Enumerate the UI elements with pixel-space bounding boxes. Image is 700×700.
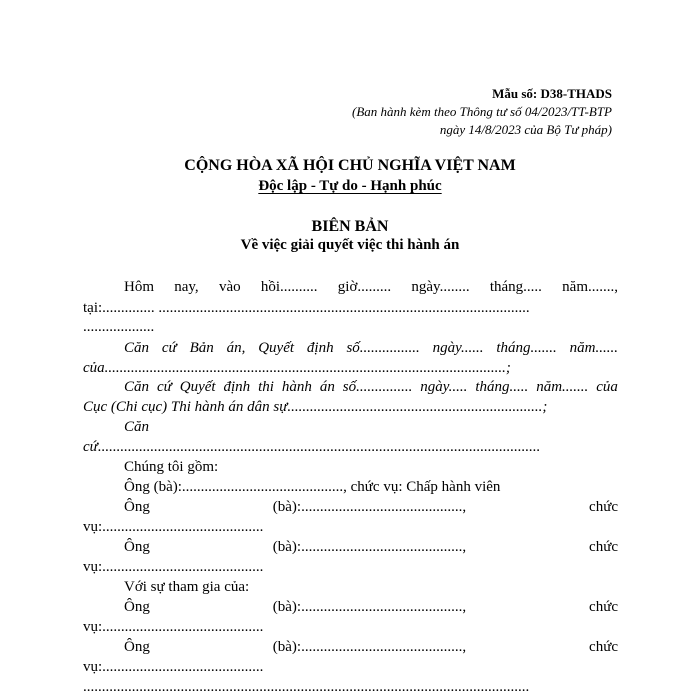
can-cu-1-line-1: [124, 340, 618, 357]
ba-field: (bà):...........................................,: [272, 539, 467, 555]
can-cu-2-line-1: [124, 379, 618, 396]
member-3-line-1: [124, 539, 618, 556]
can-cu-word: hành: [281, 379, 312, 395]
can-cu-word: định: [223, 379, 251, 395]
can-cu-word: cứ: [161, 340, 177, 356]
document-subtitle: Về việc giải quyết việc thi hành án: [240, 237, 460, 253]
member-3-line-2: vụ:...........................................: [83, 559, 264, 575]
ba-field: (bà):...........................................,: [272, 639, 467, 655]
can-cu-1-line-2: của...........................................................................................................;: [83, 360, 511, 376]
intro-word: hồi..........: [260, 279, 318, 295]
can-cu-word: ngày.....: [420, 379, 468, 395]
ong-label: Ông: [124, 599, 150, 615]
intro-line-1: [124, 279, 618, 296]
chuc-label: chức: [589, 599, 618, 615]
national-title: CỘNG HÒA XÃ HỘI CHỦ NGHĨA VIỆT NAM: [184, 157, 516, 174]
can-cu-word: Căn: [124, 340, 150, 356]
motto-text: Độc lập - Tự do - Hạnh phúc: [258, 178, 442, 194]
can-cu-word: Quyết: [179, 379, 216, 395]
intro-word: giờ.........: [337, 279, 392, 295]
document-title: BIÊN BẢN: [311, 218, 389, 235]
intro-word: nay,: [174, 279, 199, 295]
chuc-label: chức: [589, 499, 618, 515]
intro-word: Hôm: [124, 279, 154, 295]
participant-1-line-2: vụ:...........................................: [83, 619, 264, 635]
chuc-label: chức: [589, 639, 618, 655]
continuation-line: .......................................................................................................................: [83, 679, 530, 695]
can-cu-word: tháng.......: [496, 340, 557, 356]
intro-word: vào: [218, 279, 241, 295]
can-cu-word: án,: [226, 340, 246, 356]
participant-1-line-1: [124, 599, 618, 616]
issued-line-2: ngày 14/8/2023 của Bộ Tư pháp): [439, 122, 612, 137]
participants-heading: Với sự tham gia của:: [124, 579, 250, 595]
issued-line-1: (Ban hành kèm theo Thông tư số 04/2023/TT-BTP: [352, 104, 612, 119]
intro-line-2: tại:.............. ...................................................................................................: [83, 300, 530, 316]
can-cu-word: Căn: [124, 379, 150, 395]
ong-label: Ông: [124, 639, 150, 655]
intro-line-3: ...................: [83, 319, 155, 335]
ong-label: Ông: [124, 539, 150, 555]
participant-2-line-1: [124, 639, 618, 656]
can-cu-word: của: [596, 379, 618, 395]
national-motto: [0, 178, 700, 195]
ba-field: (bà):...........................................,: [272, 499, 467, 515]
member-2-line-2: vụ:...........................................: [83, 519, 264, 535]
can-cu-word: định: [306, 340, 334, 356]
intro-word: tháng.....: [489, 279, 542, 295]
can-cu-word: số................: [346, 340, 420, 356]
can-cu-word: năm......: [569, 340, 618, 356]
chuc-label: chức: [589, 539, 618, 555]
can-cu-word: cứ: [156, 379, 172, 395]
members-heading: Chúng tôi gồm:: [124, 459, 219, 475]
can-cu-3-line-2: cứ......................................................................................................................: [83, 439, 541, 455]
can-cu-word: Quyết: [258, 340, 295, 356]
form-number: Mẫu số: D38-THADS: [492, 86, 612, 101]
member-1-line: Ông (bà):..........................................., chức vụ: Chấp hành viên: [124, 479, 501, 495]
can-cu-word: ngày......: [432, 340, 484, 356]
can-cu-word: thi: [258, 379, 274, 395]
can-cu-word: tháng.....: [475, 379, 529, 395]
can-cu-3-line-1: Căn: [124, 419, 150, 435]
ong-label: Ông: [124, 499, 150, 515]
participant-2-line-2: vụ:...........................................: [83, 659, 264, 675]
can-cu-2-line-2: Cục (Chi cục) Thi hành án dân sự....................................................................;: [83, 399, 548, 415]
can-cu-word: số...............: [342, 379, 413, 395]
intro-word: ngày........: [411, 279, 470, 295]
intro-word: năm.......,: [562, 279, 618, 295]
member-2-line-1: [124, 499, 618, 516]
ba-field: (bà):...........................................,: [272, 599, 467, 615]
can-cu-word: năm.......: [536, 379, 589, 395]
can-cu-word: Bản: [189, 340, 214, 356]
can-cu-word: án: [319, 379, 335, 395]
